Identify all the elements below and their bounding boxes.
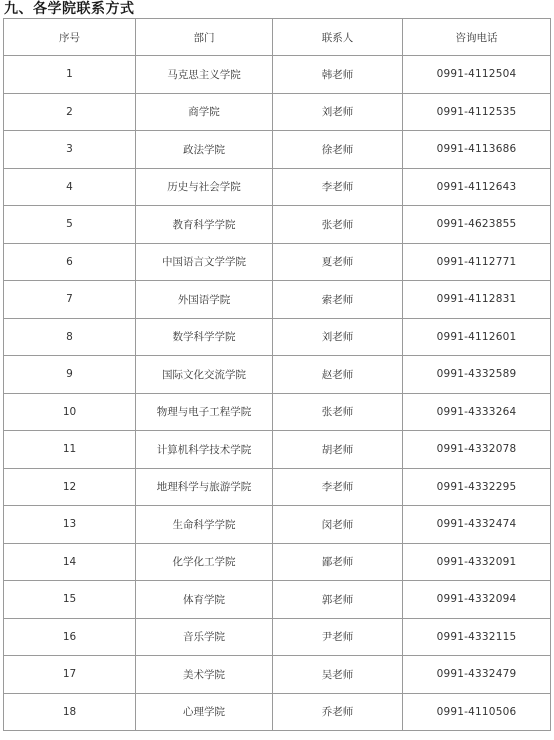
row-contact: 李老师 [273, 468, 403, 506]
row-contact: 夏老师 [273, 243, 403, 281]
row-contact: 张老师 [273, 393, 403, 431]
row-phone: 0991-4332589 [403, 356, 551, 394]
row-phone: 0991-4113686 [403, 131, 551, 169]
row-department: 体育学院 [136, 581, 273, 619]
row-contact: 索老师 [273, 281, 403, 319]
row-contact: 乔老师 [273, 693, 403, 731]
row-contact: 赵老师 [273, 356, 403, 394]
table-row [4, 56, 551, 94]
row-contact: 吴老师 [273, 656, 403, 694]
table-row [4, 206, 551, 244]
row-phone: 0991-4332078 [403, 431, 551, 469]
row-department: 商学院 [136, 93, 273, 131]
row-index: 4 [4, 168, 136, 206]
row-department: 化学化工学院 [136, 543, 273, 581]
row-index: 14 [4, 543, 136, 581]
table-row [4, 468, 551, 506]
row-index: 17 [4, 656, 136, 694]
row-index: 5 [4, 206, 136, 244]
row-contact: 闵老师 [273, 506, 403, 544]
header-phone: 咨询电话 [403, 19, 551, 56]
row-index: 16 [4, 618, 136, 656]
row-phone: 0991-4112504 [403, 56, 551, 94]
row-contact: 李老师 [273, 168, 403, 206]
row-department: 音乐学院 [136, 618, 273, 656]
table-row [4, 431, 551, 469]
row-department: 教育科学学院 [136, 206, 273, 244]
table-row [4, 543, 551, 581]
header-index: 序号 [4, 19, 136, 56]
table-row [4, 581, 551, 619]
row-index: 2 [4, 93, 136, 131]
row-department: 马克思主义学院 [136, 56, 273, 94]
table-row [4, 243, 551, 281]
table-row [4, 131, 551, 169]
row-index: 15 [4, 581, 136, 619]
row-department: 国际文化交流学院 [136, 356, 273, 394]
row-phone: 0991-4112771 [403, 243, 551, 281]
table-row [4, 618, 551, 656]
table-row [4, 93, 551, 131]
row-phone: 0991-4332115 [403, 618, 551, 656]
row-department: 中国语言文学学院 [136, 243, 273, 281]
row-index: 11 [4, 431, 136, 469]
row-index: 18 [4, 693, 136, 731]
row-department: 外国语学院 [136, 281, 273, 319]
table-row [4, 693, 551, 731]
row-contact: 刘老师 [273, 318, 403, 356]
row-department: 心理学院 [136, 693, 273, 731]
table-row [4, 168, 551, 206]
row-index: 1 [4, 56, 136, 94]
row-contact: 韩老师 [273, 56, 403, 94]
row-contact: 鄙老师 [273, 543, 403, 581]
row-department: 物理与电子工程学院 [136, 393, 273, 431]
row-phone: 0991-4110506 [403, 693, 551, 731]
table-row [4, 318, 551, 356]
table-row [4, 356, 551, 394]
row-phone: 0991-4112535 [403, 93, 551, 131]
row-phone: 0991-4112643 [403, 168, 551, 206]
header-department: 部门 [136, 19, 273, 56]
header-contact: 联系人 [273, 19, 403, 56]
table-header-row [4, 19, 551, 56]
row-index: 10 [4, 393, 136, 431]
row-index: 6 [4, 243, 136, 281]
row-phone: 0991-4332094 [403, 581, 551, 619]
table-row [4, 281, 551, 319]
table-row [4, 393, 551, 431]
row-phone: 0991-4112601 [403, 318, 551, 356]
row-contact: 郭老师 [273, 581, 403, 619]
row-phone: 0991-4333264 [403, 393, 551, 431]
row-contact: 刘老师 [273, 93, 403, 131]
row-phone: 0991-4112831 [403, 281, 551, 319]
row-department: 美术学院 [136, 656, 273, 694]
row-phone: 0991-4332295 [403, 468, 551, 506]
row-index: 9 [4, 356, 136, 394]
row-department: 历史与社会学院 [136, 168, 273, 206]
row-department: 数学科学学院 [136, 318, 273, 356]
row-contact: 尹老师 [273, 618, 403, 656]
row-phone: 0991-4332479 [403, 656, 551, 694]
row-phone: 0991-4332474 [403, 506, 551, 544]
row-department: 生命科学学院 [136, 506, 273, 544]
row-phone: 0991-4332091 [403, 543, 551, 581]
row-index: 7 [4, 281, 136, 319]
row-department: 政法学院 [136, 131, 273, 169]
row-contact: 胡老师 [273, 431, 403, 469]
row-index: 12 [4, 468, 136, 506]
table-row [4, 656, 551, 694]
table-body [4, 56, 551, 731]
college-contacts-table [3, 18, 551, 731]
row-contact: 徐老师 [273, 131, 403, 169]
row-index: 13 [4, 506, 136, 544]
row-index: 8 [4, 318, 136, 356]
row-department: 计算机科学技术学院 [136, 431, 273, 469]
row-phone: 0991-4623855 [403, 206, 551, 244]
row-index: 3 [4, 131, 136, 169]
row-department: 地理科学与旅游学院 [136, 468, 273, 506]
section-title: 九、各学院联系方式 [4, 1, 135, 17]
table-row [4, 506, 551, 544]
row-contact: 张老师 [273, 206, 403, 244]
